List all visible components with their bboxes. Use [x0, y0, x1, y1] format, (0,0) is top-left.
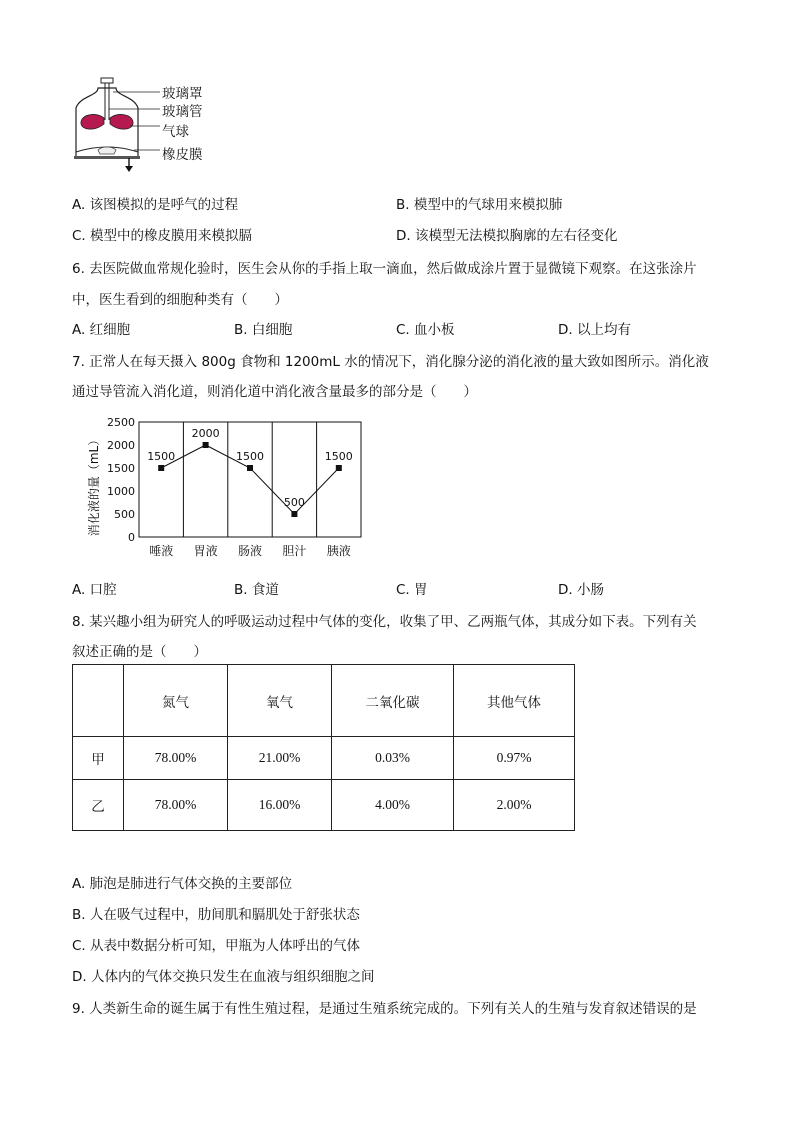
table-cell: 78.00%: [124, 780, 228, 831]
table-header-cell: 其他气体: [454, 665, 575, 737]
table-cell: 16.00%: [228, 780, 332, 831]
table-cell: 2.00%: [454, 780, 575, 831]
q9-stem-line1: 9. 人类新生命的诞生属于有性生殖过程，是通过生殖系统完成的。下列有关人的生殖与发育叙述错误的是: [72, 1001, 697, 1017]
table-row: [73, 780, 575, 831]
q7-option-c[interactable]: C. 胃: [396, 582, 428, 598]
q8-option-c[interactable]: C. 从表中数据分析可知，甲瓶为人体呼出的气体: [72, 938, 361, 954]
table-header-cell: 氮气: [124, 665, 228, 737]
q8-stem-line2: 叙述正确的是（ ）: [72, 644, 207, 660]
x-tick-label: 唾液: [149, 544, 174, 558]
data-point: [247, 465, 253, 471]
q8-option-d[interactable]: D. 人体内的气体交换只发生在血液与组织细胞之间: [72, 969, 375, 985]
table-cell: 乙: [73, 780, 124, 831]
q6-option-c[interactable]: C. 血小板: [396, 322, 455, 338]
q7-stem-line1: 7. 正常人在每天摄入 800g 食物和 1200mL 水的情况下，消化腺分泌的消化液的量大致如图所示。消化液: [72, 354, 709, 370]
table-cell: 0.03%: [332, 737, 454, 780]
y-tick-label: 1500: [107, 462, 135, 475]
data-point: [158, 465, 164, 471]
q8-option-b[interactable]: B. 人在吸气过程中，肋间肌和膈肌处于舒张状态: [72, 907, 360, 923]
data-point: [203, 442, 209, 448]
digestive-juice-chart: [78, 410, 368, 570]
q7-stem-line2: 通过导管流入消化道，则消化道中消化液含量最多的部分是（ ）: [72, 384, 477, 400]
q7-option-d[interactable]: D. 小肠: [558, 582, 604, 598]
hand-shape: [98, 147, 116, 154]
y-tick-label: 500: [114, 508, 135, 521]
table-cell: 甲: [73, 737, 124, 780]
down-arrow-icon: [125, 166, 133, 172]
q6-option-d[interactable]: D. 以上均有: [558, 322, 631, 338]
table-cell: 4.00%: [332, 780, 454, 831]
y-tick-label: 1000: [107, 485, 135, 498]
data-label: 500: [283, 496, 305, 509]
q5-option-d[interactable]: D. 该模型无法模拟胸廓的左右径变化: [396, 228, 618, 244]
tube-cap: [101, 78, 113, 83]
table-row: [73, 737, 575, 780]
label-glass-tube: 玻璃管: [162, 104, 203, 120]
data-label: 1500: [147, 450, 176, 463]
table-header-row: [73, 665, 575, 737]
x-tick-label: 胃液: [193, 544, 218, 558]
table-header-cell: [73, 665, 124, 737]
y-tick-label: 2500: [107, 416, 135, 429]
label-rubber-membrane: 橡皮膜: [162, 147, 203, 163]
y-tick-label: 2000: [107, 439, 135, 452]
q5-option-a[interactable]: A. 该图模拟的是呼气的过程: [72, 197, 239, 213]
q7-option-b[interactable]: B. 食道: [234, 582, 279, 598]
data-label: 1500: [324, 450, 353, 463]
q6-stem-line1: 6. 去医院做血常规化验时，医生会从你的手指上取一滴血，然后做成涂片置于显微镜下观察。在这张涂片: [72, 261, 697, 277]
label-balloon: 气球: [162, 124, 189, 140]
label-glass-jar: 玻璃罩: [162, 86, 203, 102]
table-cell: 0.97%: [454, 737, 575, 780]
bell-jar-diagram: [72, 74, 172, 174]
q7-option-a[interactable]: A. 口腔: [72, 582, 117, 598]
table-cell: 21.00%: [228, 737, 332, 780]
q6-option-a[interactable]: A. 红细胞: [72, 322, 131, 338]
chart-ylabel: 消化液的量（mL）: [87, 433, 101, 537]
x-tick-label: 肠液: [237, 544, 263, 558]
table-header-cell: 氧气: [228, 665, 332, 737]
y-tick-label: 0: [128, 531, 135, 544]
gas-composition-table: [72, 664, 575, 831]
q8-stem-line1: 8. 某兴趣小组为研究人的呼吸运动过程中气体的变化，收集了甲、乙两瓶气体，其成分如下表。下列有关: [72, 614, 697, 630]
data-label: 2000: [191, 427, 220, 440]
q5-option-c[interactable]: C. 模型中的橡皮膜用来模拟膈: [72, 228, 253, 244]
x-tick-label: 胆汁: [282, 544, 307, 558]
data-point: [336, 465, 342, 471]
data-label: 1500: [236, 450, 264, 463]
table-cell: 78.00%: [124, 737, 228, 780]
table-header-cell: 二氧化碳: [332, 665, 454, 737]
q8-option-a[interactable]: A. 肺泡是肺进行气体交换的主要部位: [72, 876, 293, 892]
q6-stem-line2: 中，医生看到的细胞种类有（ ）: [72, 292, 288, 308]
q6-option-b[interactable]: B. 白细胞: [234, 322, 293, 338]
q5-option-b[interactable]: B. 模型中的气球用来模拟肺: [396, 197, 563, 213]
data-point: [291, 511, 297, 517]
x-tick-label: 胰液: [326, 544, 351, 558]
